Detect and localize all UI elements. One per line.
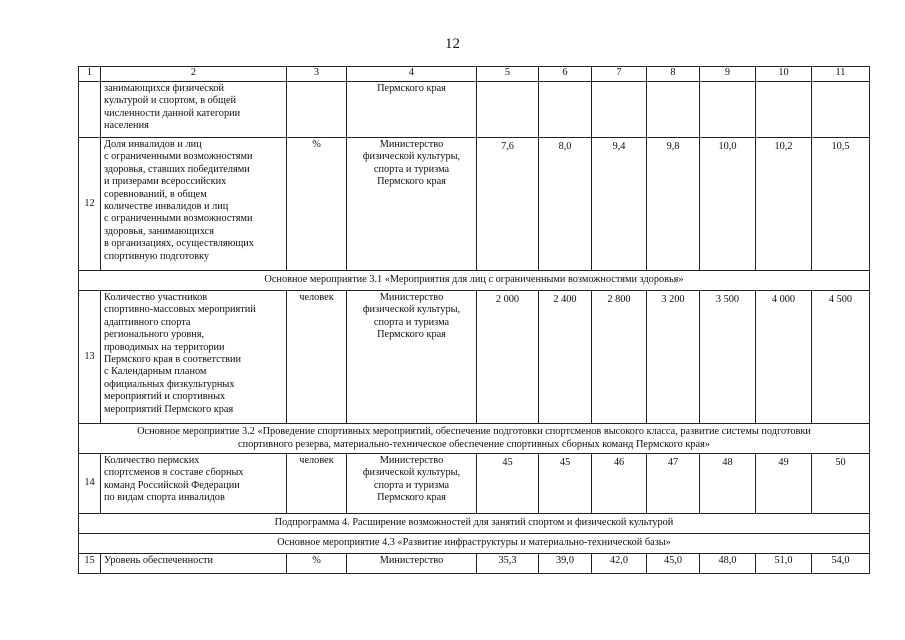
value-cell: 46 bbox=[592, 454, 647, 514]
value-cell bbox=[647, 82, 700, 138]
value-cell: 51,0 bbox=[756, 554, 812, 574]
value-cell: 3 200 bbox=[647, 291, 700, 424]
indicators-table bbox=[78, 66, 870, 574]
section-title: Основное мероприятие 3.1 «Мероприятия для лиц с ограниченными возможностями здоровья» bbox=[79, 271, 870, 291]
table-row-12 bbox=[79, 138, 870, 271]
value-cell: 2 400 bbox=[539, 291, 592, 424]
unit-cell: человек bbox=[287, 291, 347, 424]
value-cell: 10,0 bbox=[700, 138, 756, 271]
indicator-name-cell: Доля инвалидов и лиц с ограниченными возможностями здоровья, ставших победителями и призерами всероссийских соревнований, в общем количестве инвалидов и лиц с ограниченными возможностями здоровья, занимающихся в организациях, осуществляющих спортивную подготовку bbox=[101, 138, 287, 271]
value-cell: 45 bbox=[539, 454, 592, 514]
table-row-14 bbox=[79, 454, 870, 514]
section-row-3-2 bbox=[79, 424, 870, 454]
row-number-cell: 14 bbox=[79, 454, 101, 514]
header-cell: 11 bbox=[812, 67, 870, 82]
value-cell: 45,0 bbox=[647, 554, 700, 574]
unit-cell bbox=[287, 82, 347, 138]
unit-cell: % bbox=[287, 554, 347, 574]
value-cell: 4 000 bbox=[756, 291, 812, 424]
table-row-13 bbox=[79, 291, 870, 424]
value-cell bbox=[477, 82, 539, 138]
header-cell: 2 bbox=[101, 67, 287, 82]
value-cell: 39,0 bbox=[539, 554, 592, 574]
section-title: Основное мероприятие 4.3 «Развитие инфраструктуры и материально-технической базы» bbox=[79, 534, 870, 554]
unit-cell: человек bbox=[287, 454, 347, 514]
value-cell bbox=[756, 82, 812, 138]
organization-cell: Министерство физической культуры, спорта и туризма Пермского края bbox=[347, 291, 477, 424]
header-cell: 5 bbox=[477, 67, 539, 82]
section-row-4-3 bbox=[79, 534, 870, 554]
value-cell: 42,0 bbox=[592, 554, 647, 574]
value-cell: 4 500 bbox=[812, 291, 870, 424]
row-number-cell: 13 bbox=[79, 291, 101, 424]
value-cell: 2 000 bbox=[477, 291, 539, 424]
value-cell: 47 bbox=[647, 454, 700, 514]
row-number-cell: 12 bbox=[79, 138, 101, 271]
header-cell: 4 bbox=[347, 67, 477, 82]
section-row-3-1 bbox=[79, 271, 870, 291]
value-cell: 9,8 bbox=[647, 138, 700, 271]
header-cell: 10 bbox=[756, 67, 812, 82]
value-cell: 54,0 bbox=[812, 554, 870, 574]
value-cell: 7,6 bbox=[477, 138, 539, 271]
organization-cell: Пермского края bbox=[347, 82, 477, 138]
value-cell: 8,0 bbox=[539, 138, 592, 271]
value-cell: 48,0 bbox=[700, 554, 756, 574]
header-cell: 9 bbox=[700, 67, 756, 82]
header-cell: 6 bbox=[539, 67, 592, 82]
value-cell: 50 bbox=[812, 454, 870, 514]
value-cell: 2 800 bbox=[592, 291, 647, 424]
page-number: 12 bbox=[445, 36, 460, 52]
value-cell: 35,3 bbox=[477, 554, 539, 574]
value-cell: 9,4 bbox=[592, 138, 647, 271]
unit-cell: % bbox=[287, 138, 347, 271]
value-cell bbox=[812, 82, 870, 138]
table-row-continued bbox=[79, 82, 870, 138]
value-cell bbox=[539, 82, 592, 138]
value-cell: 3 500 bbox=[700, 291, 756, 424]
header-cell: 1 bbox=[79, 67, 101, 82]
value-cell: 10,2 bbox=[756, 138, 812, 271]
value-cell: 45 bbox=[477, 454, 539, 514]
indicator-name-cell: занимающихся физической культурой и спортом, в общей численности данной категории населения bbox=[101, 82, 287, 138]
value-cell: 10,5 bbox=[812, 138, 870, 271]
row-number-cell: 15 bbox=[79, 554, 101, 574]
subprogram-title: Подпрограмма 4. Расширение возможностей для занятий спортом и физической культурой bbox=[79, 514, 870, 534]
value-cell bbox=[592, 82, 647, 138]
indicator-name-cell: Уровень обеспеченности bbox=[101, 554, 287, 574]
subprogram-row-4 bbox=[79, 514, 870, 534]
value-cell: 48 bbox=[700, 454, 756, 514]
indicator-name-cell: Количество участников спортивно-массовых мероприятий адаптивного спорта регионального уровня, проводимых на территории Пермского края в соответствии с Календарным планом официальных физкультурных мероприятий и спортивных мероприятий Пермского края bbox=[101, 291, 287, 424]
header-cell: 8 bbox=[647, 67, 700, 82]
table-row-15 bbox=[79, 554, 870, 574]
header-cell: 7 bbox=[592, 67, 647, 82]
organization-cell: Министерство bbox=[347, 554, 477, 574]
header-row bbox=[79, 67, 870, 82]
value-cell: 49 bbox=[756, 454, 812, 514]
indicator-name-cell: Количество пермских спортсменов в составе сборных команд Российской Федерации по видам спорта инвалидов bbox=[101, 454, 287, 514]
header-cell: 3 bbox=[287, 67, 347, 82]
section-title: Основное мероприятие 3.2 «Проведение спортивных мероприятий, обеспечение подготовки спортсменов высокого класса, развитие системы подготовки спортивного резерва, материально-техническое обеспечение спортивных сборных команд Пермского края» bbox=[79, 424, 870, 454]
row-number-cell bbox=[79, 82, 101, 138]
organization-cell: Министерство физической культуры, спорта и туризма Пермского края bbox=[347, 138, 477, 271]
organization-cell: Министерство физической культуры, спорта и туризма Пермского края bbox=[347, 454, 477, 514]
value-cell bbox=[700, 82, 756, 138]
